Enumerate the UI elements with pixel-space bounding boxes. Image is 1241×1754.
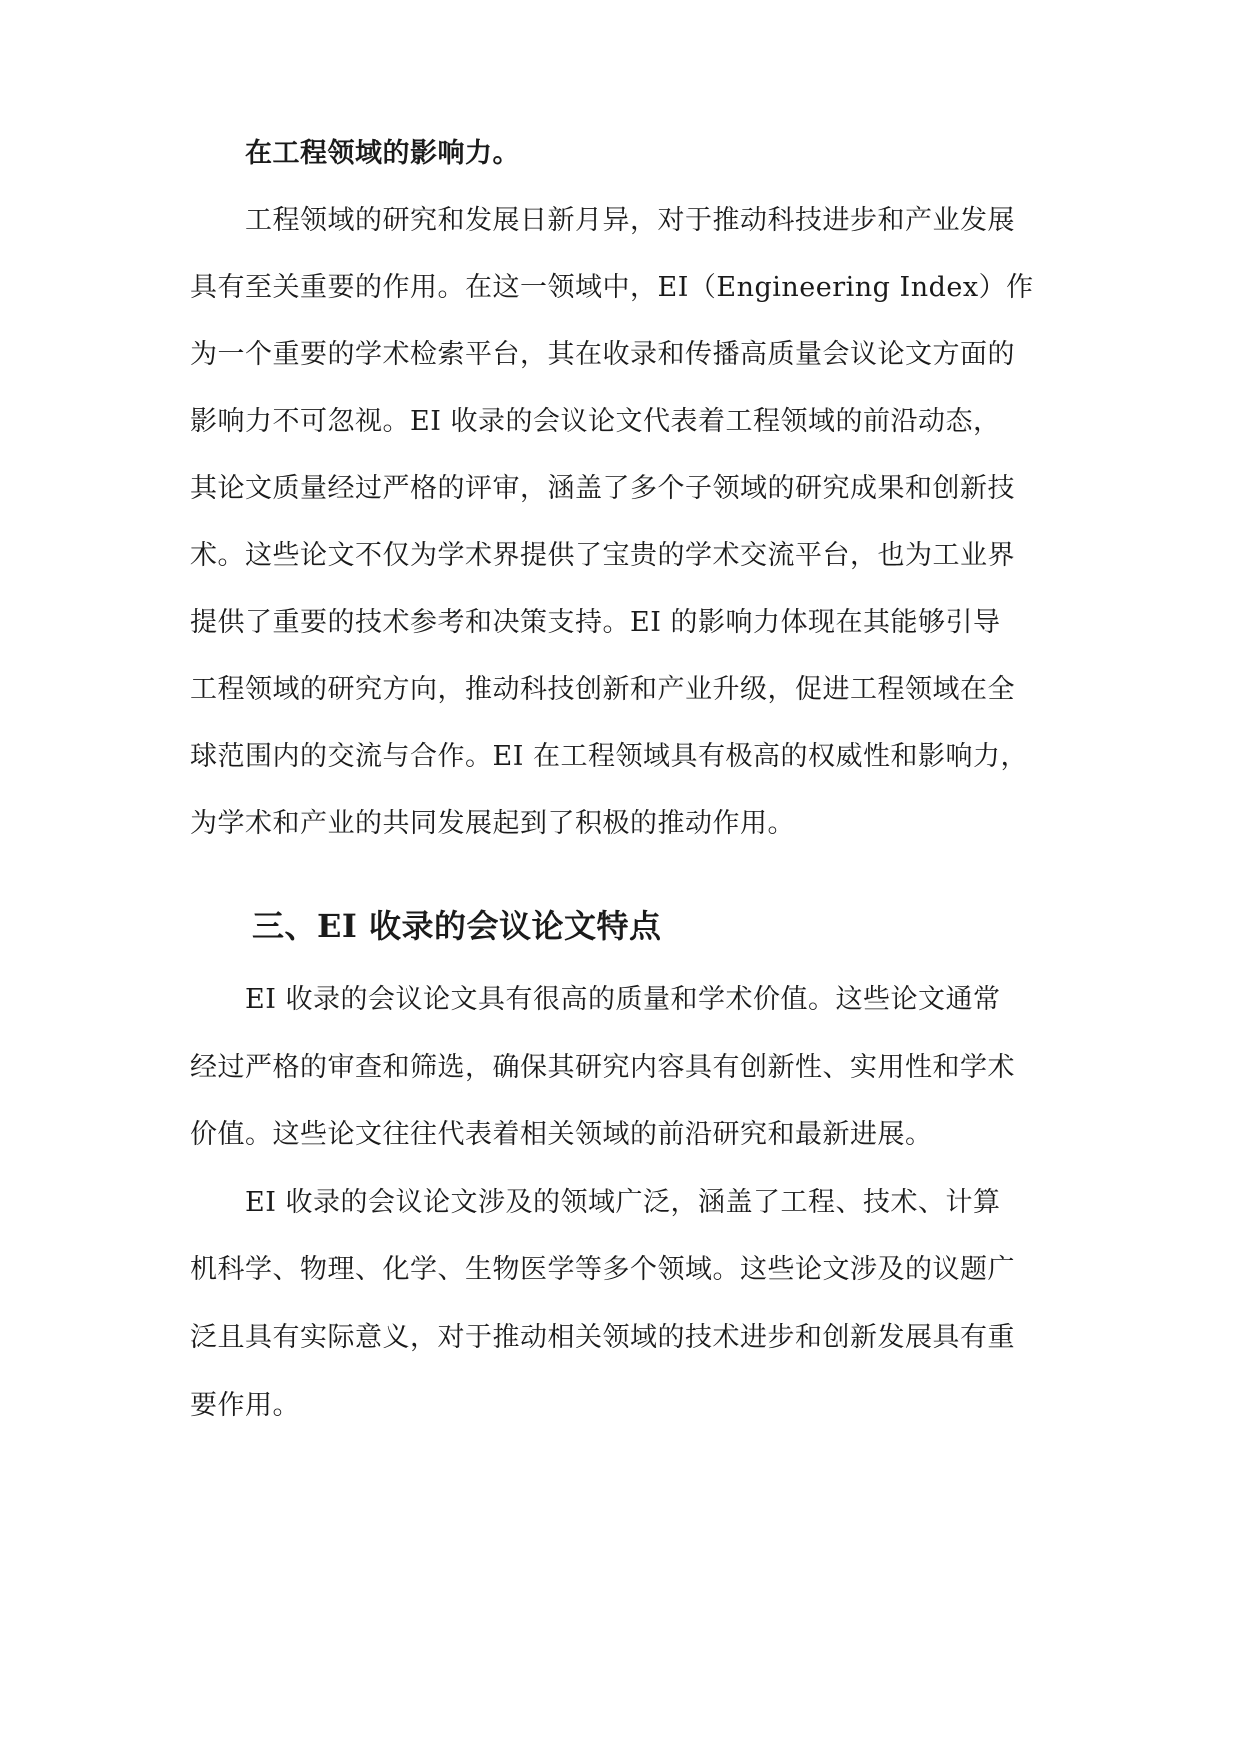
paragraph-continuation-bold: 在工程领域的影响力。 [245, 138, 520, 169]
paragraph-line: 为一个重要的学术检索平台，其在收录和传播高质量会议论文方面的 [190, 339, 1015, 370]
paragraph-line: 工程领域的研究和发展日新月异，对于推动科技进步和产业发展 [245, 205, 1015, 236]
section-heading: 三、EI 收录的会议论文特点 [252, 907, 662, 945]
paragraph-line: 为学术和产业的共同发展起到了积极的推动作用。 [190, 808, 795, 839]
paragraph-line: 工程领域的研究方向，推动科技创新和产业升级，促进工程领域在全 [190, 674, 1015, 705]
paragraph-line: 术。这些论文不仅为学术界提供了宝贵的学术交流平台，也为工业界 [190, 540, 1015, 571]
paragraph-line: 要作用。 [190, 1390, 300, 1421]
paragraph-line: 具有至关重要的作用。在这一领域中，EI（Engineering Index）作 [190, 272, 1034, 303]
paragraph-line: 经过严格的审查和筛选，确保其研究内容具有创新性、实用性和学术 [190, 1052, 1015, 1083]
paragraph-line: 其论文质量经过严格的评审，涵盖了多个子领域的研究成果和创新技 [190, 473, 1015, 504]
paragraph-line: 球范围内的交流与合作。EI 在工程领域具有极高的权威性和影响力， [190, 741, 1028, 772]
paragraph-line: 提供了重要的技术参考和决策支持。EI 的影响力体现在其能够引导 [190, 607, 1001, 638]
paragraph-line: EI 收录的会议论文涉及的领域广泛，涵盖了工程、技术、计算 [245, 1187, 1001, 1218]
paragraph-line: 机科学、物理、化学、生物医学等多个领域。这些论文涉及的议题广 [190, 1254, 1015, 1285]
paragraph-line: 影响力不可忽视。EI 收录的会议论文代表着工程领域的前沿动态， [190, 406, 1001, 437]
paragraph-line: 泛且具有实际意义，对于推动相关领域的技术进步和创新发展具有重 [190, 1322, 1015, 1353]
paragraph-line: 价值。这些论文往往代表着相关领域的前沿研究和最新进展。 [190, 1119, 933, 1150]
paragraph-line: EI 收录的会议论文具有很高的质量和学术价值。这些论文通常 [245, 984, 1001, 1015]
